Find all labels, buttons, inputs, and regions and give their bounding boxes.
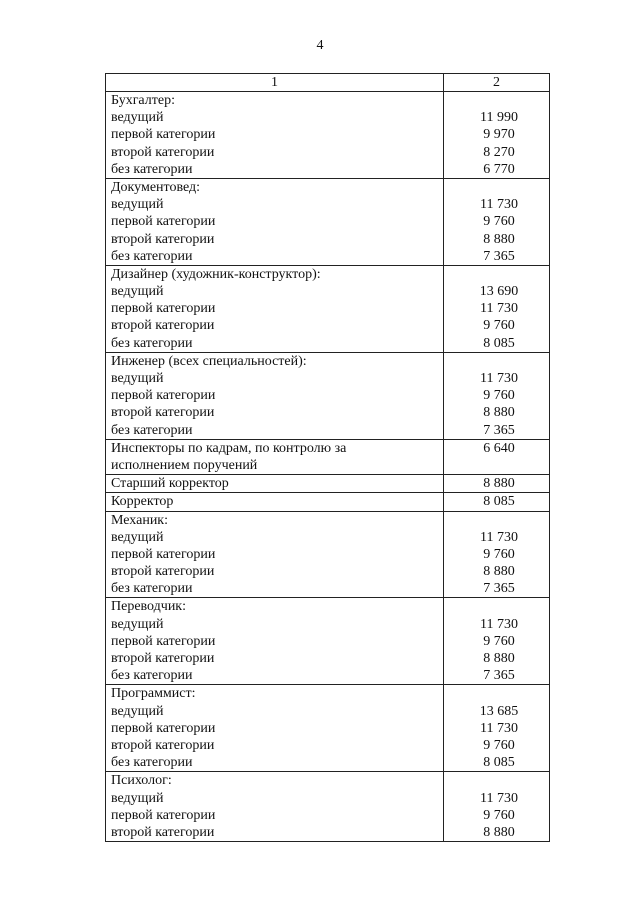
salary-table	[105, 73, 550, 842]
salary-value: 9 760	[483, 633, 515, 649]
salary-value: 13 685	[479, 703, 519, 719]
salary-cell	[444, 475, 550, 493]
position-group	[106, 352, 550, 439]
category-label: первой категории	[111, 214, 216, 230]
salary-value: 8 085	[483, 335, 515, 351]
category-label: ведущий	[111, 616, 164, 632]
salary-value: 8 085	[483, 755, 515, 771]
page-number: 4	[316, 38, 324, 53]
category-label: без категории	[111, 581, 193, 597]
position-cell	[106, 439, 444, 474]
category-label: первой категории	[111, 720, 216, 736]
position-title: Старший корректор	[111, 476, 229, 492]
position-title: Программист:	[111, 686, 196, 702]
position-group	[106, 598, 550, 685]
position-cell	[106, 265, 444, 352]
salary-value: 9 760	[483, 318, 515, 334]
category-label: ведущий	[111, 284, 164, 300]
salary-cell	[444, 493, 550, 511]
salary-value: 9 760	[483, 807, 515, 823]
category-label: второй категории	[111, 318, 215, 334]
salary-value: 11 730	[480, 720, 518, 736]
category-label: без категории	[111, 668, 193, 684]
blank-line	[449, 598, 549, 615]
category-label: первой категории	[111, 633, 216, 649]
salary-cell	[444, 511, 550, 598]
category-label: первой категории	[111, 388, 216, 404]
position-title: исполнением поручений	[111, 457, 258, 473]
salary-value: 8 880	[483, 564, 515, 580]
position-cell	[106, 772, 444, 842]
position-cell	[106, 493, 444, 511]
column-header-2: 2	[444, 74, 550, 92]
header-row	[106, 74, 550, 92]
position-group	[106, 475, 550, 493]
salary-value: 9 760	[483, 388, 515, 404]
column-header-1: 1	[106, 74, 444, 92]
salary-value: 11 730	[480, 197, 518, 213]
salary-value: 11 730	[480, 529, 518, 545]
salary-value: 7 365	[483, 248, 515, 264]
position-group	[106, 178, 550, 265]
category-label: второй категории	[111, 651, 215, 666]
category-label: первой категории	[111, 807, 216, 823]
salary-cell	[444, 92, 550, 179]
blank-line	[449, 772, 549, 789]
category-label: второй категории	[111, 231, 215, 247]
category-label: первой категории	[111, 546, 216, 562]
salary-value: 9 760	[483, 546, 515, 562]
salary-value: 7 365	[483, 422, 515, 438]
position-title: Переводчик:	[111, 599, 186, 615]
category-label: второй категории	[111, 405, 215, 421]
salary-value: 11 730	[480, 790, 518, 806]
position-cell	[106, 352, 444, 439]
salary-value: 8 880	[483, 476, 515, 492]
salary-value: 11 730	[480, 371, 518, 386]
category-label: без категории	[111, 248, 193, 264]
position-title: Бухгалтер:	[111, 93, 175, 108]
category-label: без категории	[111, 161, 193, 177]
salary-cell	[444, 178, 550, 265]
salary-value: 7 365	[483, 668, 515, 684]
category-label: ведущий	[111, 110, 164, 126]
blank-line	[449, 685, 549, 702]
position-title: Инженер (всех специальностей):	[111, 353, 307, 369]
category-label: второй категории	[111, 564, 215, 580]
position-cell	[106, 92, 444, 179]
salary-value: 8 270	[483, 144, 515, 160]
position-title: Дизайнер (художник-конструктор):	[111, 266, 321, 282]
category-label: ведущий	[111, 529, 164, 545]
category-label: первой категории	[111, 301, 216, 317]
category-label: ведущий	[111, 197, 164, 213]
salary-value: 8 880	[483, 824, 515, 840]
position-title: Психолог:	[111, 773, 172, 789]
salary-value: 6 770	[483, 161, 515, 177]
salary-cell	[444, 685, 550, 772]
salary-cell	[444, 772, 550, 842]
blank-line	[449, 353, 549, 370]
salary-value: 8 085	[483, 494, 515, 510]
salary-value: 8 880	[483, 651, 515, 666]
position-group	[106, 511, 550, 598]
position-cell	[106, 178, 444, 265]
salary-value: 6 640	[483, 440, 515, 456]
salary-cell	[444, 439, 550, 474]
category-label: ведущий	[111, 703, 164, 719]
salary-value: 9 760	[483, 737, 515, 753]
salary-value: 8 880	[483, 405, 515, 421]
position-cell	[106, 598, 444, 685]
position-group	[106, 685, 550, 772]
blank-line	[449, 179, 549, 196]
category-label: первой категории	[111, 127, 216, 143]
salary-value: 13 690	[479, 284, 519, 300]
blank-line	[449, 512, 549, 529]
salary-value: 9 970	[483, 127, 515, 143]
category-label: второй категории	[111, 737, 215, 753]
salary-value: 11 730	[480, 616, 518, 632]
salary-value: 8 880	[483, 231, 515, 247]
salary-value: 9 760	[483, 214, 515, 230]
position-group	[106, 493, 550, 511]
position-title: Механик:	[111, 512, 168, 528]
salary-cell	[444, 352, 550, 439]
salary-cell	[444, 598, 550, 685]
category-label: ведущий	[111, 790, 164, 806]
position-group	[106, 772, 550, 842]
position-cell	[106, 475, 444, 493]
position-cell	[106, 511, 444, 598]
category-label: без категории	[111, 755, 193, 771]
blank-line	[449, 266, 549, 283]
salary-value: 11 990	[480, 110, 518, 126]
position-title: Корректор	[111, 494, 174, 510]
table-body	[106, 92, 550, 842]
category-label: второй категории	[111, 144, 215, 160]
salary-value: 11 730	[480, 301, 518, 317]
category-label: второй категории	[111, 824, 215, 840]
position-group	[106, 92, 550, 179]
blank-line	[449, 92, 549, 109]
category-label: ведущий	[111, 371, 164, 386]
position-group	[106, 439, 550, 474]
position-title: Инспекторы по кадрам, по контролю за	[111, 440, 347, 456]
category-label: без категории	[111, 335, 193, 351]
salary-value: 7 365	[483, 581, 515, 597]
position-title: Документовед:	[111, 179, 201, 195]
position-cell	[106, 685, 444, 772]
salary-cell	[444, 265, 550, 352]
category-label: без категории	[111, 422, 193, 438]
position-group	[106, 265, 550, 352]
